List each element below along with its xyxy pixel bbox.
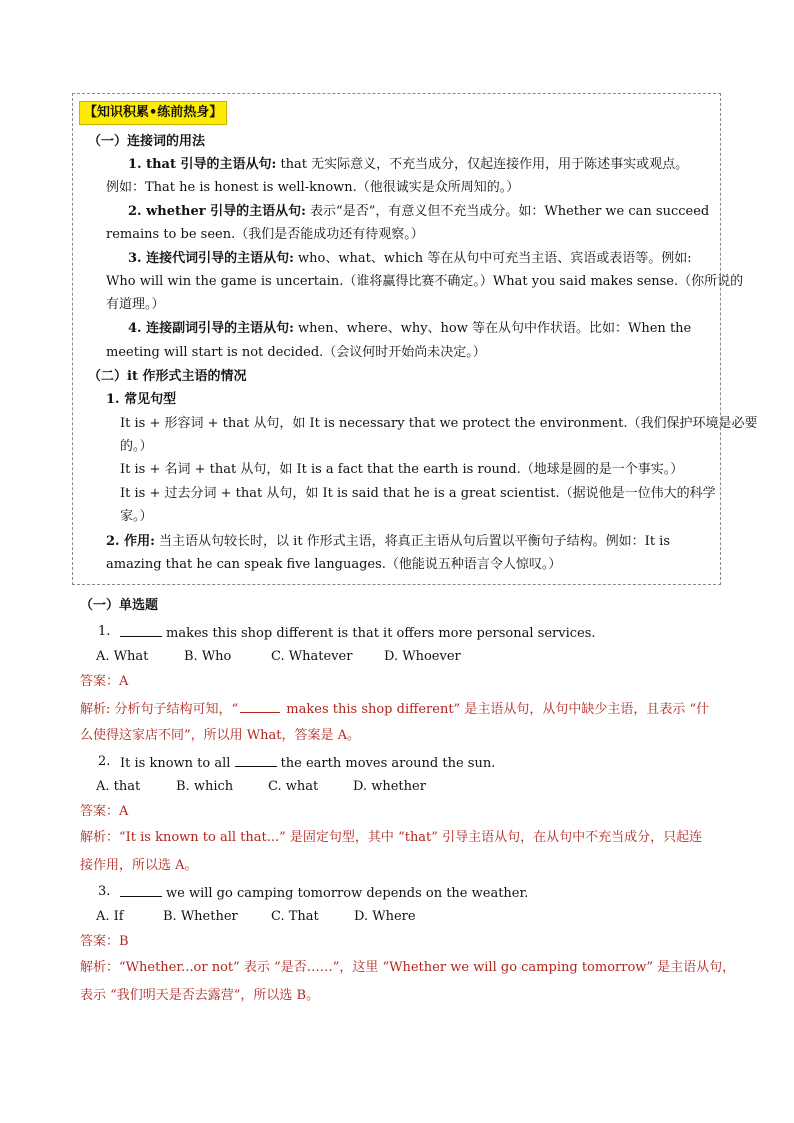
q2-answer: 答案：A: [80, 804, 129, 819]
q1-number: 1.: [98, 624, 111, 639]
q3-option-a: A. If: [96, 909, 124, 924]
q2-option-a: A. that: [96, 779, 141, 794]
pattern-line3: It is + 过去分词 + that 从句，如 It is said that he is a great scientist.（据说他是一位伟大的科学: [120, 486, 716, 501]
q2-explanation-line1: 解析：“It is known to all that...” 是固定句型，其中 “that” 引导主语从句，在从句中不充当成分，只起连: [80, 830, 703, 845]
pattern-line3b: 家。）: [120, 509, 153, 524]
q3-explanation-line2: 表示 “我们明天是否去露营”，所以选 B。: [80, 988, 320, 1003]
q2-option-b: B. which: [176, 779, 234, 794]
rule1-line2: 例如：That he is honest is well-known.（他很诚实是众所周知的。）: [106, 180, 520, 195]
function-text: 当主语从句较长时，以 it 作形式主语，将真正主语从句后置以平衡句子结构。例如：It is: [154, 534, 671, 549]
q1-option-b: B. Who: [184, 649, 232, 664]
knowledge-tag: 【知识积累•练前热身】: [79, 101, 227, 125]
q1-option-a: A. What: [96, 649, 149, 664]
rule4-text: when、where、why、how 等在从句中作状语。比如：When the: [293, 321, 692, 336]
q1-option-d: D. Whoever: [384, 649, 461, 664]
q1-exp-blank: [240, 700, 280, 713]
rule3-text: who、what、which 等在从句中可充当主语、宾语或表语等。例如:: [293, 251, 692, 266]
q1-stem-line: [120, 624, 596, 642]
pattern-line2: It is + 名词 + that 从句，如 It is a fact that the earth is round.（地球是圆的是一个事实。）: [120, 462, 684, 477]
section2-title: （二）it 作形式主语的情况: [88, 369, 247, 384]
pattern-title: 1. 常见句型: [106, 392, 177, 407]
rule2-text: 表示“是否”，有意义但不充当成分。如：Whether we can succeed: [305, 204, 710, 219]
rule2-line2: remains to be seen.（我们是否能成功还有待观察。）: [106, 227, 424, 242]
function-line1: [106, 534, 670, 550]
q2-option-c: C. what: [268, 779, 319, 794]
function-label: 2. 作用:: [106, 534, 155, 549]
pattern-line1: It is + 形容词 + that 从句，如 It is necessary that we protect the environment.（我们保护环境是必要: [120, 416, 758, 431]
q3-option-c: C. That: [271, 909, 319, 924]
q3-answer: 答案：B: [80, 934, 129, 949]
rule4-line1: [128, 321, 691, 337]
q1-exp-b: makes this shop different” 是主语从句，从句中缺少主语，且表示 “什: [282, 702, 710, 717]
rule2-line1: [128, 204, 709, 220]
q3-number: 3.: [98, 884, 111, 899]
rule4-label: 4. 连接副词引导的主语从句:: [128, 321, 294, 336]
rule3-line3: 有道理。）: [106, 297, 165, 312]
q2-number: 2.: [98, 754, 111, 769]
q3-option-b: B. Whether: [163, 909, 238, 924]
rule3-label: 3. 连接代词引导的主语从句:: [128, 251, 294, 266]
rule2-label: 2. whether 引导的主语从句:: [128, 204, 306, 219]
q3-option-d: D. Where: [354, 909, 416, 924]
q2-stem-line: [120, 754, 495, 772]
q2-explanation-line2: 接作用，所以选 A。: [80, 858, 198, 873]
q1-blank: [120, 624, 162, 637]
q2-stem-b: the earth moves around the sun.: [280, 756, 496, 771]
rule4-line2: meeting will start is not decided.（会议何时开始尚未决定。）: [106, 345, 486, 360]
q2-option-d: D. whether: [353, 779, 426, 794]
rule1-line1: [128, 157, 688, 173]
q1-stem: makes this shop different is that it offers more personal services.: [166, 626, 596, 641]
q2-blank: [235, 754, 277, 767]
q1-explanation-line1: [80, 700, 709, 718]
rule3-line2: Who will win the game is uncertain.（谁将赢得比赛不确定。）What you said makes sense.（你所说的: [106, 274, 744, 289]
exercise-title: （一）单选题: [80, 598, 159, 613]
q3-blank: [120, 884, 162, 897]
rule3-line1: [128, 251, 692, 267]
rule1-label: 1. that 引导的主语从句:: [128, 157, 277, 172]
function-line2: amazing that he can speak five languages.（他能说五种语言令人惊叹。）: [106, 557, 562, 572]
q1-explanation-line2: 么使得这家店不同”，所以用 What，答案是 A。: [80, 728, 361, 743]
pattern-line1b: 的。）: [120, 439, 153, 454]
q3-stem-line: [120, 884, 528, 902]
q1-option-c: C. Whatever: [271, 649, 353, 664]
q3-stem: we will go camping tomorrow depends on the weather.: [166, 886, 529, 901]
q1-answer: 答案：A: [80, 674, 129, 689]
q2-stem-a: It is known to all: [120, 756, 231, 771]
section1-title: （一）连接词的用法: [88, 134, 206, 149]
q1-exp-a: 解析: 分析句子结构可知，“: [80, 702, 239, 717]
q3-explanation-line1: 解析：“Whether...or not” 表示 “是否……”，这里 “Whether we will go camping tomorrow” 是主语从句，: [80, 960, 736, 975]
rule1-text: that 无实际意义，不充当成分，仅起连接作用，用于陈述事实或观点。: [276, 157, 689, 172]
